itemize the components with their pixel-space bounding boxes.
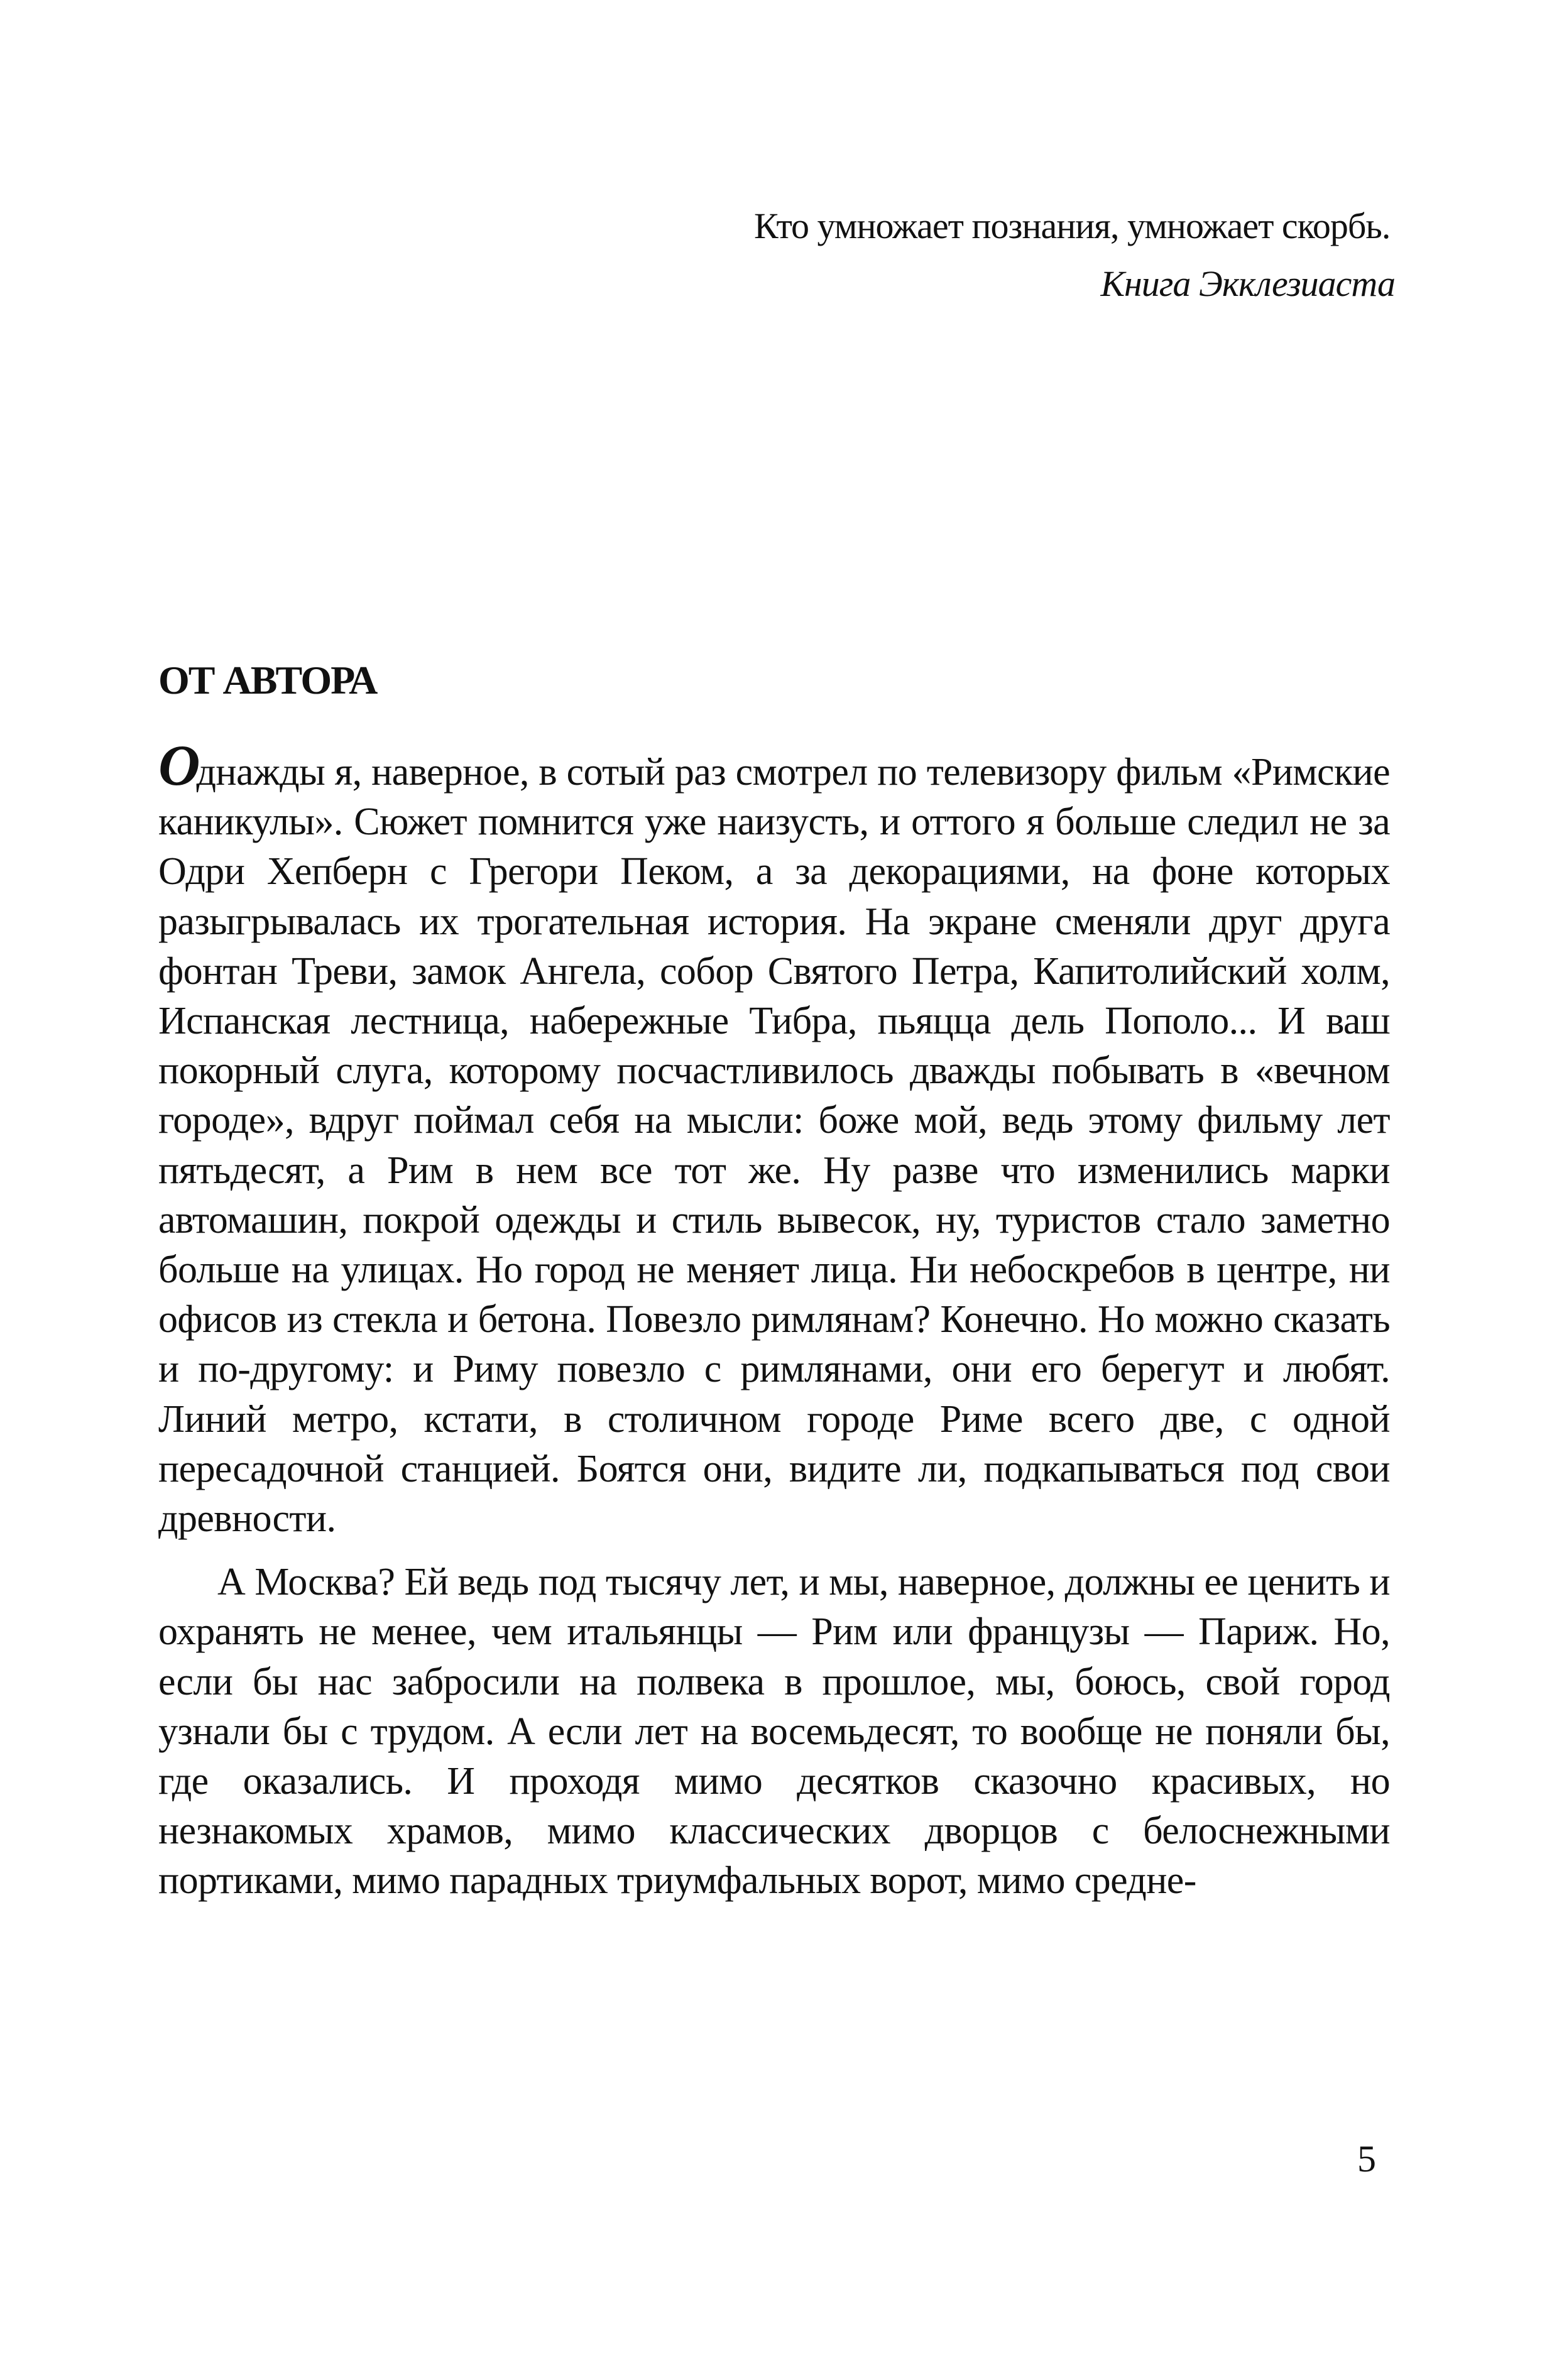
body-text (158, 733, 1390, 1906)
paragraph: А Москва? Ей ведь под тысячу лет, и мы, наверное, должны ее ценить и охранять не менее, чем итальянцы — Рим или французы — Париж. Но, если бы нас забросили на полвека в прошлое, мы, боюсь, свой город узнали бы с трудом. А если лет на восемьдесят, то вообще не поняли бы, где оказались. И проходя мимо десятков сказочно красивых, но незнакомых храмов, мимо классических дворцов с белоснежными портиками, мимо парадных триумфальных ворот, мимо средне- (158, 1561, 1390, 1902)
page-number: 5 (1357, 2138, 1376, 2180)
epigraph-source: Книга Экклезиаста (1100, 263, 1395, 304)
section-title: ОТ АВТОРА (158, 658, 377, 702)
drop-cap: О (158, 733, 197, 797)
paragraph-text: днажды я, наверное, в сотый раз смотрел по телевизору фильм «Римские каникулы». Сюжет помнится уже наизусть, и оттого я больше следил не за Одри Хепберн с Грегори Пеком, а за декорациями, на фоне которых разыгрывалась их трогательная история. На экране сменяли друг друга фонтан Треви, замок Ангела, собор Святого Петра, Капитолийский холм, Испанская лестница, набережные Тибра, пьяцца дель Пополо... И ваш покорный слуга, которому посчастливилось дважды побывать в «вечном городе», вдруг поймал себя на мысли: боже мой, ведь этому фильму лет пятьдесят, а Рим в нем все тот же. Ну разве что изменились марки автомашин, покрой одежды и стиль вывесок, ну, туристов стало заметно больше на улицах. Но город не меняет лица. Ни небоскребов в центре, ни офисов из стекла и бетона. Повезло римлянам? Конечно. Но можно сказать и по-другому: и Риму повезло с римлянами, они его берегут и любят. Линий метро, кстати, в столичном городе Риме всего две, с одной пересадочной станцией. Боятся они, видите ли, подкапываться под свои древности. (158, 751, 1390, 1541)
epigraph (754, 200, 1395, 310)
epigraph-quote: Кто умножает познания, умножает скорбь. (754, 205, 1391, 246)
paragraph (158, 733, 1390, 1544)
